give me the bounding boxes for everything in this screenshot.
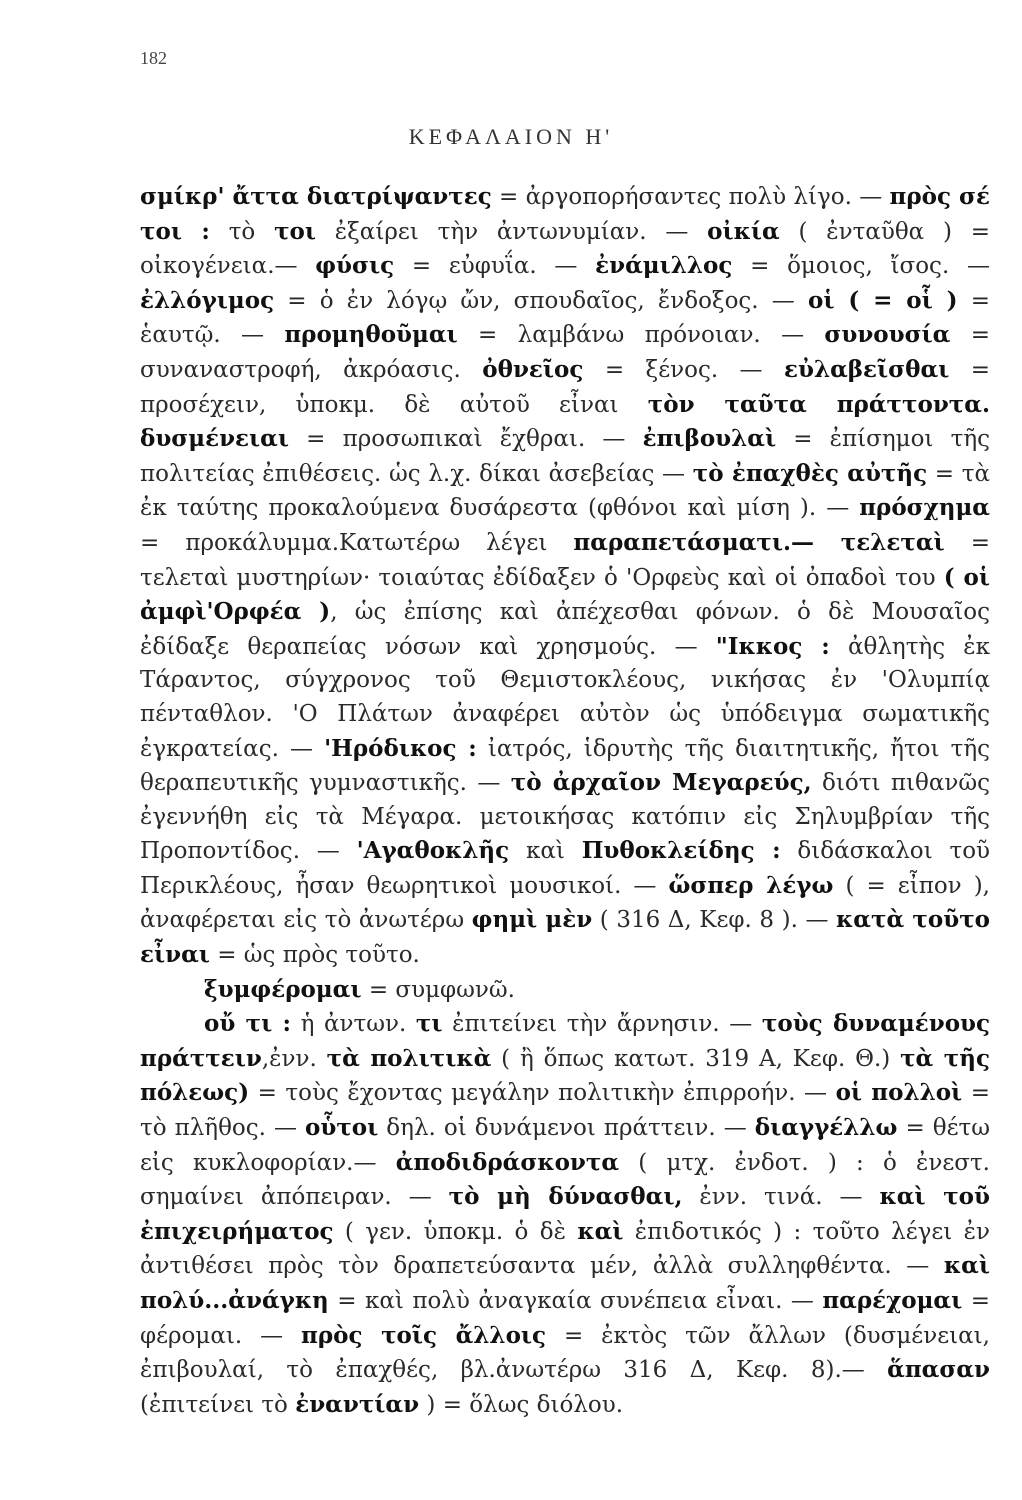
gloss-text: ( μτχ. ἐνδοτ. ) : ὁ ἐνεστ. σημαίνει ἀπόπειραν. — [140,1149,990,1211]
gloss-text: = προσέχειν, ὑποκμ. δὲ αὐτοῦ εἶναι [140,356,990,418]
gloss-text: = ἐκτὸς τῶν ἄλλων (δυσμένειαι, ἐπιβουλαί, τὸ ἐπαχθές, βλ.ἀνωτέρω 316 Δ, Κεφ. 8).— [140,1322,990,1384]
gloss-text: = τελεταὶ μυστηρίων· τοιαύτας ἐδίδαξεν ὁ 'Ορφεὺς καὶ οἱ ὀπαδοὶ του [140,529,990,591]
gloss-text: ἡ ἀντων. [291,1011,416,1038]
gloss-text: , ὡς ἐπίσης καὶ ἀπέχεσθαι φόνων. ὁ δὲ Μουσαῖος ἐδίδαξε θεραπείας νόσων καὶ χρησμούς. — [140,599,990,660]
lemma-headword: προμηθοῦμαι [284,321,458,349]
lemma-headword: παραπετάσματι.— τελεταὶ [573,528,945,556]
lemma-headword: ἐπιβουλαὶ [642,425,777,453]
gloss-text: = συναναστροφή, ἀκρόασις. [140,322,990,383]
lemma-headword: Πυθοκλείδης : [581,837,781,865]
gloss-text: ) = ὅλως διόλου. [419,1391,624,1418]
gloss-text: = προκάλυμμα.Κατωτέρω λέγει [140,529,574,556]
commentary-paragraph [140,1007,990,1422]
lemma-headword: διαγγέλλω [754,1114,898,1142]
lemma-headword: φύσις [315,252,395,280]
lemma-headword: ( οἱ ἀμφὶ'Ορφέα ) [140,563,990,626]
commentary-paragraph [140,180,990,973]
lemma-headword: τοὺς δυναμένους πράττειν [140,1010,991,1072]
gloss-text: = τοὺς ἔχοντας μεγάλην πολιτικὴν ἐπιρροήν. — [249,1080,836,1107]
lemma-headword: κατὰ τοῦτο εἶναι [140,906,991,969]
gloss-text: ἀθλητὴς ἐκ Τάραντος, σύγχρονος τοῦ Θεμιστοκλέους, νικήσας ἐν 'Ολυμπίᾳ πένταθλον. 'Ο Πλάτων ἀναφέρει αὐτὸν ὡς ὑπόδειγμα σωματικῆς ἐγκρατείας. — [140,633,990,762]
lemma-headword: παρέχομαι [822,1287,963,1314]
gloss-text: ,ἐνν. [261,1045,327,1072]
gloss-text: δηλ. οἱ δυνάμενοι πράττειν. — [378,1115,755,1142]
lemma-headword: συνουσία [824,321,951,349]
gloss-text: = ὁ ἐν λόγῳ ὤν, σπουδαῖος, ἔνδοξος. — [274,287,808,314]
lemma-headword: οἱ πολλοὶ [835,1079,963,1107]
lemma-headword: εὐλαβεῖσθαι [784,355,950,383]
lemma-headword: ξυμφέρομαι [204,975,362,1003]
gloss-text: διότι πιθανῶς ἐγεννήθη εἰς τὰ Μέγαρα. μετοικήσας κατόπιν εἰς Σηλυμβρίαν τῆς Προποντίδος. — [140,770,990,865]
lemma-headword: ἐναντίαν [295,1390,420,1418]
gloss-text: = ἐπίσημοι τῆς πολιτείας ἐπιθέσεις. ὡς λ.χ. δίκαι ἀσεβείας — [140,426,990,487]
gloss-text: ( 316 Δ, Κεφ. 8 ). — [592,907,837,934]
lemma-headword: 'Αγαθοκλῆς [356,837,510,865]
gloss-text: ( γεν. ὑποκμ. ὁ δὲ [333,1218,578,1245]
gloss-text: = ἑαυτῷ. — [140,287,990,349]
gloss-text: = εὐφυΐα. — [394,253,596,280]
commentary-body [140,180,990,1422]
gloss-text: = φέρομαι. — [140,1288,990,1349]
gloss-text: ἐπιτείνει τὴν ἄρνησιν. — [442,1011,762,1038]
lemma-headword: πρόσχημα [859,494,990,522]
lemma-headword: οἰκία [707,217,780,245]
gloss-text: ἐπιδοτικός ) : τοῦτο λέγει ἐν ἀντιθέσει πρὸς τὸν δραπετεύσαντα μέν, ἀλλὰ συλληφθέντα. — [140,1218,990,1280]
gloss-text: ( = εἶπον ), ἀναφέρεται εἰς τὸ ἀνωτέρω [140,872,990,934]
gloss-text: τὸ [209,218,275,245]
chapter-title: ΚΕΦΑΛΑΙΟΝ Η' [408,124,614,149]
gloss-text: = ἀργοπορήσαντες πολὺ λίγο. — [491,184,890,210]
lemma-headword: καὶ πολύ...ἀνάγκη [140,1252,990,1314]
gloss-text: ἰατρός, ἱδρυτὴς τῆς διαιτητικῆς, ἤτοι τῆς θεραπευτικῆς γυμναστικῆς. — [140,735,990,797]
lemma-headword: τι [415,1010,443,1038]
lemma-headword: ἀποδιδράσκοντα [395,1148,620,1176]
lemma-headword: οἱ ( = οἷ ) [808,286,958,314]
page-number: 182 [140,48,167,68]
lemma-headword: ἐλλόγιμος [140,286,275,314]
gloss-text: καὶ [509,838,582,865]
commentary-paragraph [140,973,990,1008]
gloss-text: ἐνν. τινά. — [682,1184,880,1211]
lemma-headword: οὗτοι [305,1114,379,1142]
gloss-text: = τὸ πλῆθος. — [140,1080,990,1142]
lemma-headword: φημὶ μὲν [471,906,593,934]
lemma-headword: "Ικκος : [715,632,830,660]
lemma-headword: τὸ ἐπαχθὲς αὐτῆς [692,459,928,487]
gloss-text: ἐξαίρει τὴν ἀντωνυμίαν. — [316,218,708,245]
lemma-headword: πρὸς τοῖς ἄλλοις [301,1321,547,1349]
gloss-text: = συμφωνῶ. [361,976,515,1003]
lemma-headword: ἐνάμιλλος [595,252,733,280]
lemma-headword: τὸ μὴ δύνασθαι, [448,1183,683,1211]
gloss-text: ( ἐνταῦθα ) = οἰκογένεια.— [140,218,990,280]
gloss-text: = ξένος. — [583,356,784,383]
gloss-text: = ὡς πρὸς τοῦτο. [209,942,420,969]
lemma-headword: καὶ τοῦ ἐπιχειρήματος [140,1183,990,1245]
lemma-headword: τὰ πολιτικὰ [326,1044,492,1072]
lemma-headword: 'Ηρόδικος : [324,734,477,762]
lemma-headword: οὔ τι : [204,1010,291,1038]
lemma-headword: πρὸς σέ τοι : [140,183,990,245]
lemma-headword: ἅπασαν [887,1356,990,1384]
lemma-headword: ὥσπερ λέγω [668,871,834,899]
lemma-headword: σμίκρ' ἄττα διατρίψαντες [140,183,492,210]
gloss-text: = προσωπικαὶ ἔχθραι. — [288,426,643,453]
gloss-text: (ἐπιτείνει τὸ [140,1391,296,1418]
gloss-text: ( ἢ ὅπως κατωτ. 319 Α, Κεφ. Θ.) [491,1045,901,1072]
gloss-text: = θέτω εἰς κυκλοφορίαν.— [140,1115,990,1176]
lemma-headword: τοι [274,217,317,245]
gloss-text: = τὰ ἐκ ταύτης προκαλούμενα δυσάρεστα (φθόνοι καὶ μίση ). — [140,460,990,522]
lemma-headword: καὶ [577,1217,624,1245]
gloss-text: = λαμβάνω πρόνοιαν. — [457,322,825,349]
gloss-text: = ὅμοιος, ἴσος. — [732,253,990,280]
lemma-headword: τὸ ἀρχαῖον Μεγαρεύς, [510,769,812,797]
lemma-headword: τὸν ταῦτα πράττοντα. δυσμένειαι [140,390,990,453]
gloss-text: διδάσκαλοι τοῦ Περικλέους, ἦσαν θεωρητικοὶ μουσικοί. — [140,838,991,899]
gloss-text: = καὶ πολὺ ἀναγκαία συνέπεια εἶναι. — [328,1288,823,1314]
lemma-headword: ὀθνεῖος [482,355,584,383]
lemma-headword: τὰ τῆς πόλεως) [140,1044,990,1107]
